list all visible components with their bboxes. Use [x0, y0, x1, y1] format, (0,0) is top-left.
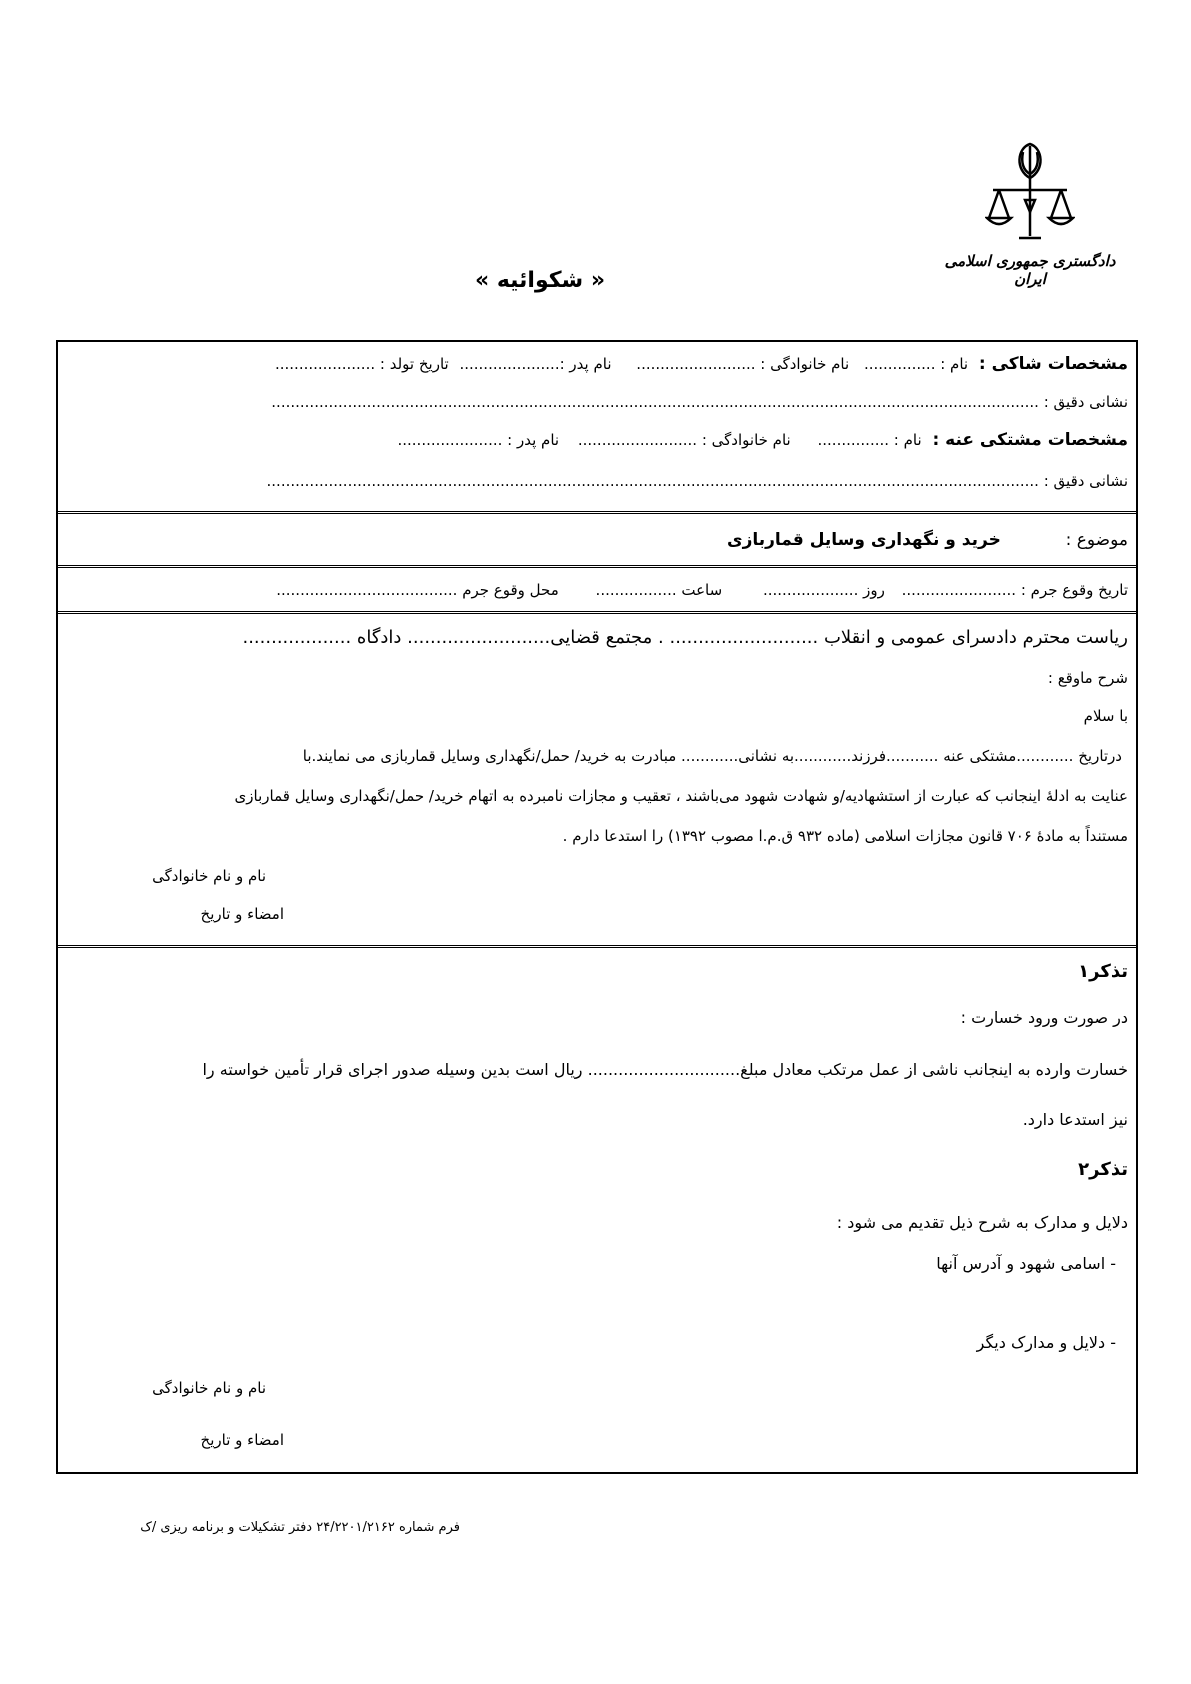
facts-label: شرح ماوقع :	[1047, 669, 1128, 687]
notes-name-label: نام و نام خانوادگی	[152, 1379, 266, 1397]
note2-title: تذکر۲	[1078, 1159, 1128, 1180]
subject-section	[58, 514, 1136, 568]
note1-line-1: خسارت وارده به اینجانب ناشی از عمل مرتکب معادل مبلغ.............................. ریال است بدین وسیله صدور اجرای قرار تأمین خواسته را	[202, 1060, 1128, 1079]
complainant-row	[66, 354, 1128, 374]
crime-time-section	[58, 568, 1136, 614]
letter-body-line-2: عنایت به ادلهٔ اینجانب که عبارت از استشهادیه/و شهادت شهود می‌باشند ، تعقیب و مجازات نامبرده به اتهام خرید/ حمل/نگهداری وسایل قماربازی	[234, 787, 1128, 805]
parties-section	[58, 342, 1136, 514]
subject-row	[66, 530, 1128, 550]
defendant-name-field[interactable]: نام : ...............	[817, 431, 922, 449]
defendant-heading: مشخصات مشتکی عنه :	[932, 430, 1128, 450]
crime-day-field[interactable]: روز ....................	[762, 581, 885, 599]
complainant-address-field[interactable]: نشانی دقیق : .................................................................................................................................................................	[271, 393, 1128, 411]
subject-label: موضوع :	[1065, 530, 1128, 550]
complainant-birthdate-field[interactable]: تاریخ تولد : .....................	[274, 355, 449, 373]
form-number-footer: فرم شماره ۲۴/۲۲۰۱/۲۱۶۲ دفتر تشکیلات و برنامه ریزی /ک	[140, 1520, 460, 1535]
iran-emblem-scales-icon	[985, 140, 1075, 245]
notes-section	[58, 948, 1136, 1476]
defendant-father-field[interactable]: نام پدر : ......................	[397, 431, 560, 449]
letter-section	[58, 614, 1136, 948]
complainant-family-field[interactable]: نام خانوادگی : .........................	[636, 355, 850, 373]
crime-time-row	[66, 580, 1128, 600]
notes-sign-label: امضاء و تاریخ	[200, 1431, 284, 1449]
note2-item-other-evidence: - دلایل و مدارک دیگر	[976, 1333, 1116, 1352]
complainant-heading: مشخصات شاکی :	[978, 354, 1128, 374]
crime-hour-field[interactable]: ساعت .................	[595, 581, 723, 599]
organization-name: دادگستری جمهوری اسلامی ایران	[944, 252, 1116, 288]
letter-sign-label: امضاء و تاریخ	[200, 905, 284, 923]
defendant-row	[66, 430, 1128, 450]
subject-value: خرید و نگهداری وسایل قماربازی	[726, 530, 1001, 550]
defendant-family-field[interactable]: نام خانوادگی : .........................	[577, 431, 791, 449]
crime-date-field[interactable]: تاریخ وقوع جرم : ........................	[901, 581, 1128, 599]
greeting-text: با سلام	[1083, 707, 1128, 725]
note1-intro: در صورت ورود خسارت :	[960, 1008, 1128, 1027]
note2-item-witnesses: - اسامی شهود و آدرس آنها	[936, 1254, 1116, 1273]
letter-body-line-3: مستنداً به مادهٔ ۷۰۶ قانون مجازات اسلامی (ماده ۹۳۲ ق.م.ا مصوب ۱۳۹۲) را استدعا دارم .	[562, 827, 1128, 845]
note1-title: تذکر۱	[1078, 961, 1128, 982]
form-title: « شکوائیه »	[474, 268, 606, 293]
addressee-line: ریاست محترم دادسرای عمومی و انقلاب .......................... . مجتمع قضایی......................... دادگاه ...................	[242, 627, 1128, 648]
defendant-address-field[interactable]: نشانی دقیق : ..................................................................................................................................................................	[266, 472, 1128, 490]
complainant-father-field[interactable]: نام پدر :.....................	[459, 355, 612, 373]
form-frame	[56, 340, 1138, 1474]
note1-line-2: نیز استدعا دارد.	[1022, 1110, 1128, 1129]
letter-body-line-1: درتاریخ ............مشتکی عنه ...........فرزند............به نشانی............ مبادرت به خرید/ حمل/نگهداری وسایل قماربازی می نمایند.با	[302, 747, 1122, 765]
judiciary-logo	[935, 140, 1125, 288]
crime-place-field[interactable]: محل وقوع جرم ......................................	[276, 581, 559, 599]
letter-name-label: نام و نام خانوادگی	[152, 867, 266, 885]
note2-intro: دلایل و مدارک به شرح ذیل تقدیم می شود :	[836, 1213, 1128, 1232]
complainant-name-field[interactable]: نام : ...............	[863, 355, 969, 373]
